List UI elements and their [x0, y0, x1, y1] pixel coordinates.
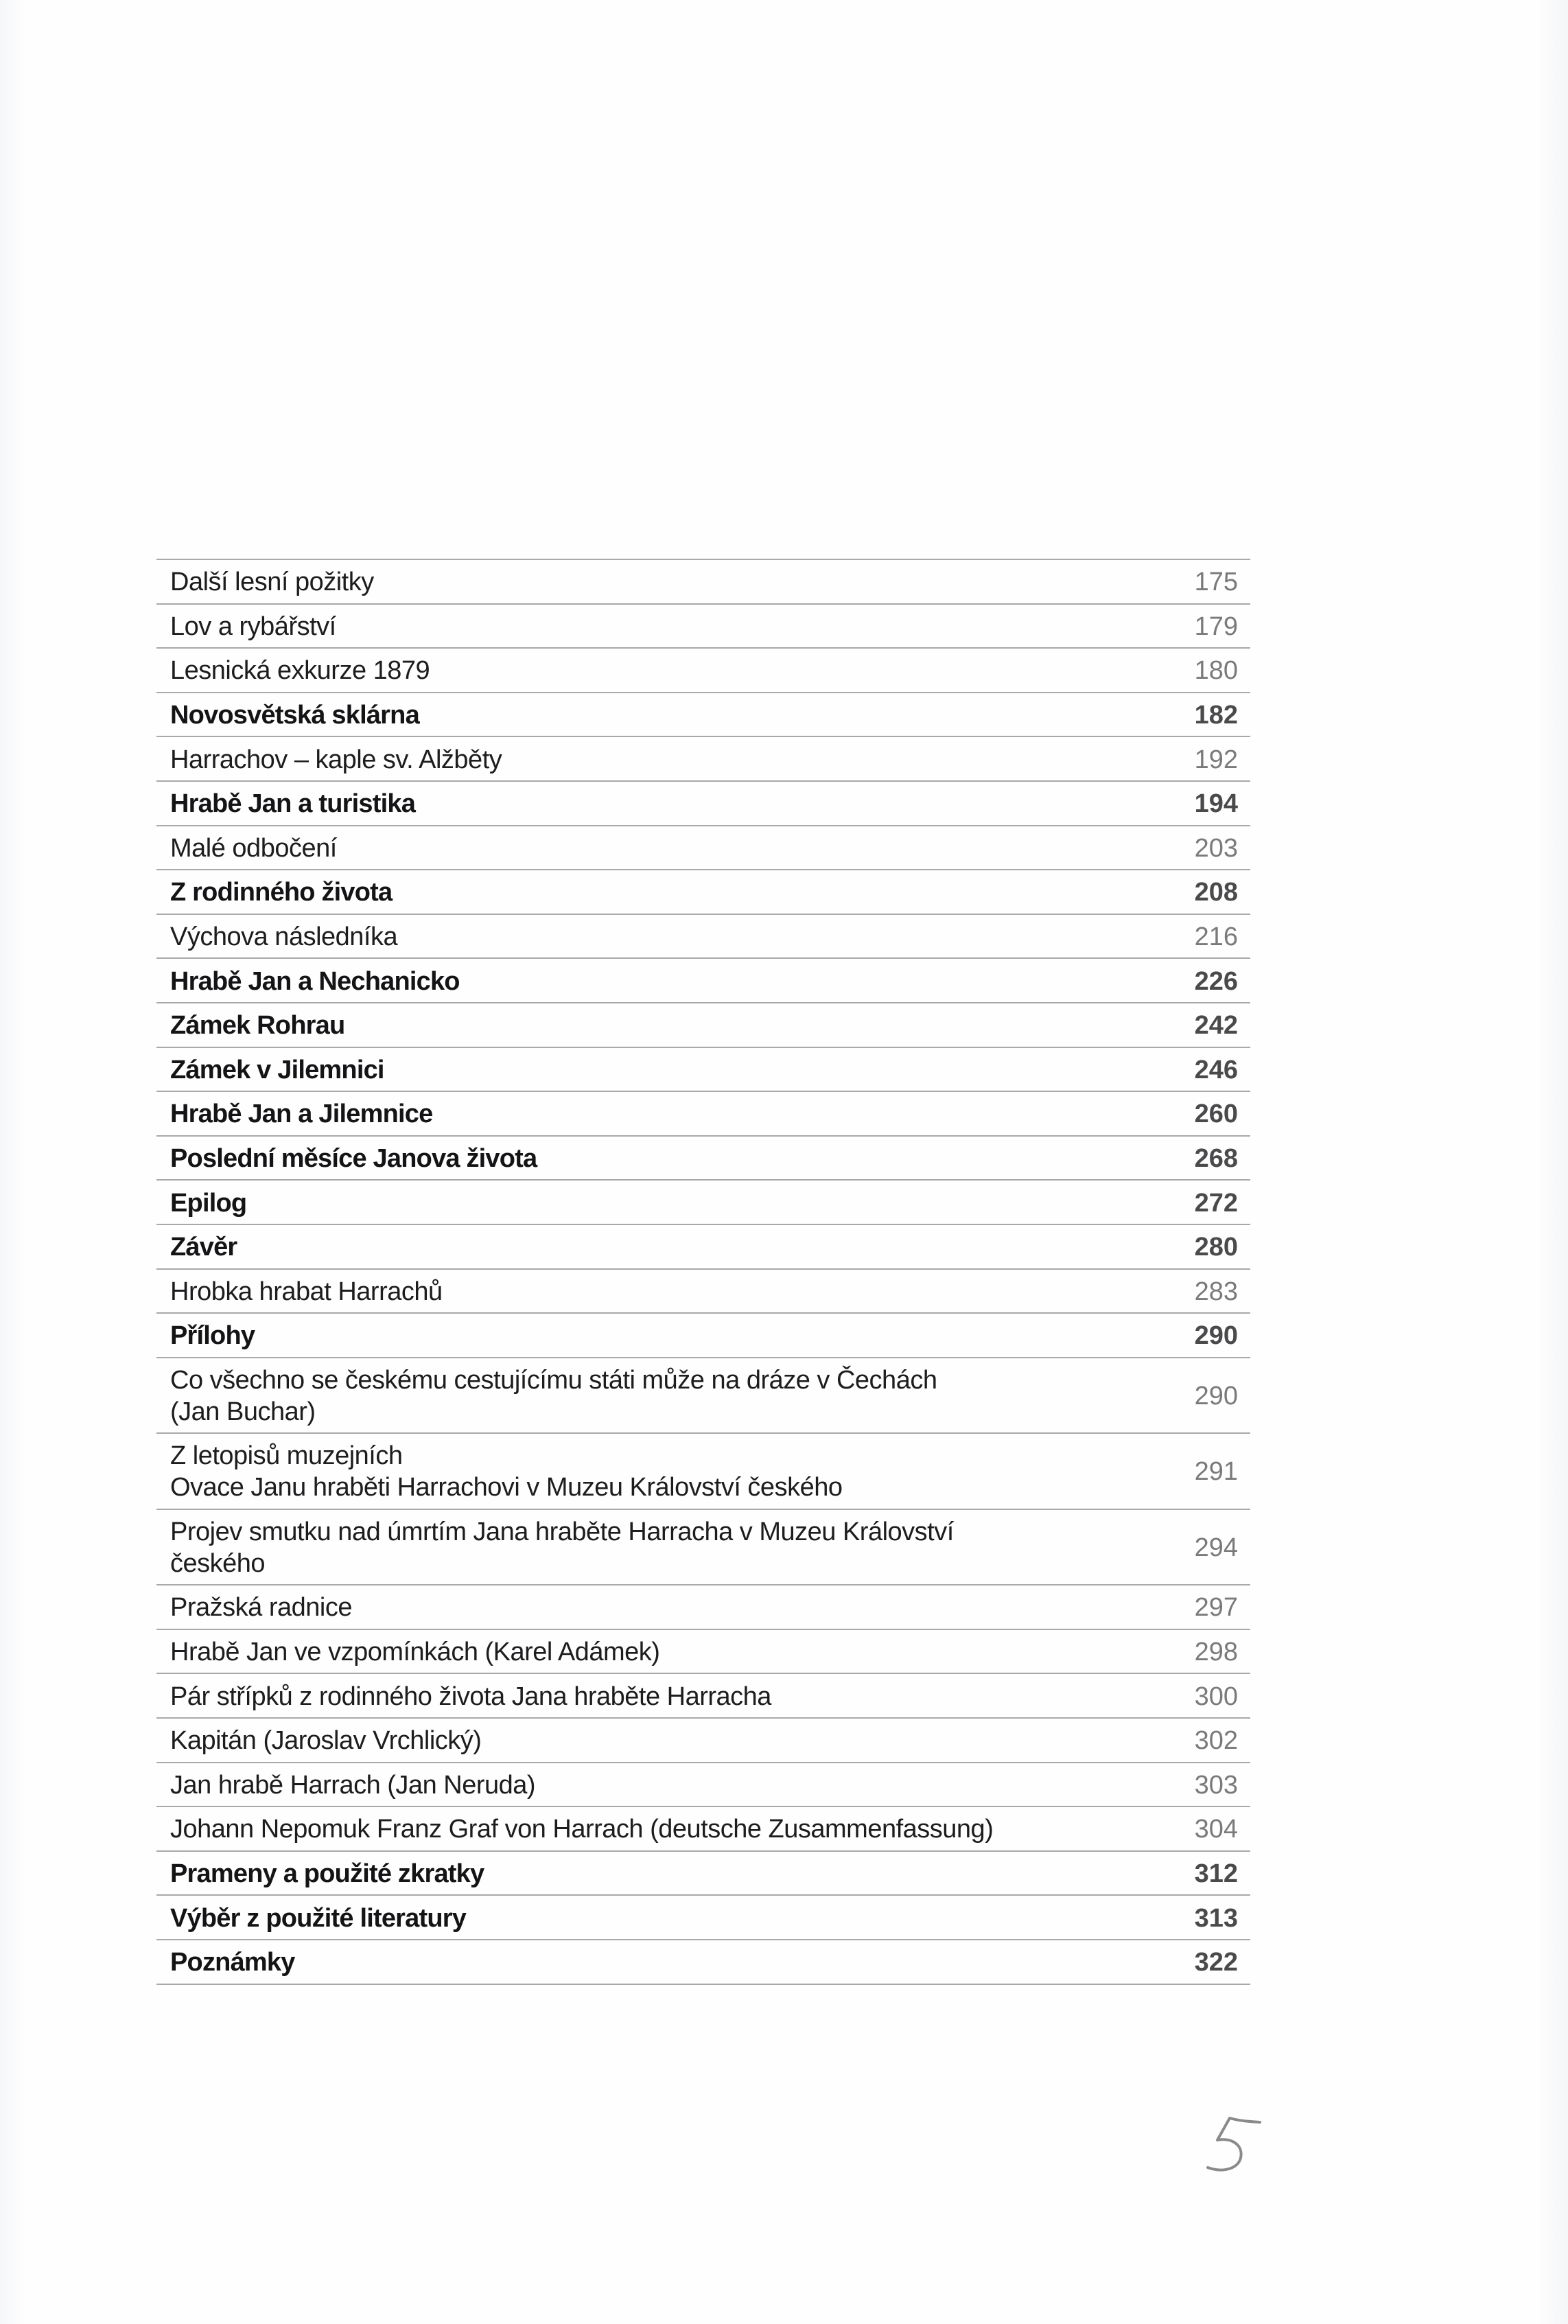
toc-entry [156, 560, 1250, 605]
page-number: 304 [1194, 1815, 1238, 1844]
page-number: 192 [1194, 745, 1238, 774]
toc-entry [156, 1434, 1250, 1510]
page-number: 208 [1194, 878, 1238, 907]
page-number: 182 [1194, 701, 1238, 730]
chapter-title: Hrabě Jan a Jilemnice [170, 1100, 433, 1129]
page-number: 290 [1194, 1381, 1238, 1410]
chapter-title: Závěr [170, 1233, 237, 1262]
section-title: Pražská radnice [170, 1593, 352, 1623]
chapter-title: Poslední měsíce Janova života [170, 1144, 537, 1174]
page-number: 194 [1194, 789, 1238, 819]
page-number: 294 [1194, 1533, 1238, 1562]
toc-entry [156, 1763, 1250, 1808]
section-title: Harrachov – kaple sv. Alžběty [170, 745, 502, 774]
section-title: Lov a rybářství [170, 612, 336, 641]
page-number: 291 [1194, 1457, 1238, 1487]
chapter-title: Zámek v Jilemnici [170, 1055, 384, 1084]
toc-entry [156, 870, 1250, 915]
toc-entry [156, 693, 1250, 738]
toc-entry [156, 1181, 1250, 1225]
page-number: 297 [1194, 1593, 1238, 1623]
page-number: 283 [1194, 1277, 1238, 1306]
toc-entry [156, 1092, 1250, 1137]
page-number: 179 [1194, 612, 1238, 641]
toc-entry [156, 1225, 1250, 1270]
toc-entry [156, 1585, 1250, 1630]
page-number: 300 [1194, 1682, 1238, 1711]
section-title: Hrabě Jan ve vzpomínkách (Karel Adámek) [170, 1638, 660, 1667]
page-number: 272 [1194, 1188, 1238, 1218]
page-number: 260 [1194, 1100, 1238, 1129]
section-title: Z letopisů muzejních Ovace Janu hraběti Harrachovi v Muzeu Království českého [170, 1441, 843, 1502]
page-number: 226 [1194, 966, 1238, 996]
page-number: 280 [1194, 1233, 1238, 1262]
toc-entry [156, 1719, 1250, 1763]
toc-entry [156, 1807, 1250, 1852]
section-title: Jan hrabě Harrach (Jan Neruda) [170, 1770, 536, 1800]
table-of-contents [156, 559, 1250, 1985]
page-number: 203 [1194, 833, 1238, 863]
toc-entry [156, 1674, 1250, 1719]
chapter-title: Z rodinného života [170, 878, 393, 907]
toc-entry [156, 1940, 1250, 1985]
page-number: 242 [1194, 1011, 1238, 1041]
toc-entry [156, 1314, 1250, 1358]
section-title: Lesnická exkurze 1879 [170, 656, 430, 686]
chapter-title: Hrabě Jan a turistika [170, 789, 416, 819]
handwritten-page-number [1200, 2113, 1275, 2181]
section-title: Výchova následníka [170, 922, 398, 952]
page-number: 313 [1194, 1903, 1238, 1933]
chapter-title: Zámek Rohrau [170, 1011, 345, 1041]
chapter-title: Poznámky [170, 1948, 295, 1977]
page-number: 175 [1194, 568, 1238, 597]
section-title: Kapitán (Jaroslav Vrchlický) [170, 1726, 482, 1756]
toc-entry [156, 1137, 1250, 1181]
toc-entry [156, 1003, 1250, 1048]
toc-entry [156, 826, 1250, 871]
page-number: 322 [1194, 1948, 1238, 1977]
toc-entry [156, 782, 1250, 826]
page-number: 246 [1194, 1055, 1238, 1084]
toc-entry [156, 959, 1250, 1003]
section-title: Johann Nepomuk Franz Graf von Harrach (deutsche Zusammenfassung) [170, 1815, 994, 1844]
page-number: 180 [1194, 656, 1238, 686]
toc-entry [156, 1510, 1250, 1586]
section-title: Další lesní požitky [170, 568, 374, 597]
section-title: Malé odbočení [170, 833, 337, 863]
section-title: Pár střípků z rodinného života Jana hraběte Harracha [170, 1682, 771, 1711]
chapter-title: Přílohy [170, 1321, 255, 1351]
toc-entry [156, 1048, 1250, 1093]
toc-entry [156, 605, 1250, 649]
page-number: 303 [1194, 1770, 1238, 1800]
toc-entry [156, 915, 1250, 960]
toc-entry [156, 737, 1250, 782]
toc-entry [156, 649, 1250, 693]
section-title: Hrobka hrabat Harrachů [170, 1277, 443, 1306]
page-number: 268 [1194, 1144, 1238, 1174]
page-number: 312 [1194, 1859, 1238, 1889]
chapter-title: Novosvětská sklárna [170, 701, 419, 730]
section-title: Projev smutku nad úmrtím Jana hraběte Harracha v Muzeu Království českého [170, 1517, 954, 1578]
page-number: 302 [1194, 1726, 1238, 1756]
toc-entry [156, 1270, 1250, 1314]
section-title: Co všechno se českému cestujícímu státi může na dráze v Čechách (Jan Buchar) [170, 1365, 937, 1426]
page-number: 298 [1194, 1638, 1238, 1667]
chapter-title: Prameny a použité zkratky [170, 1859, 484, 1889]
chapter-title: Výběr z použité literatury [170, 1903, 467, 1933]
page-number: 290 [1194, 1321, 1238, 1351]
toc-entry [156, 1630, 1250, 1675]
toc-entry [156, 1358, 1250, 1434]
chapter-title: Epilog [170, 1188, 247, 1218]
page-number: 216 [1194, 922, 1238, 952]
toc-entry [156, 1852, 1250, 1896]
toc-entry [156, 1896, 1250, 1940]
chapter-title: Hrabě Jan a Nechanicko [170, 966, 460, 996]
